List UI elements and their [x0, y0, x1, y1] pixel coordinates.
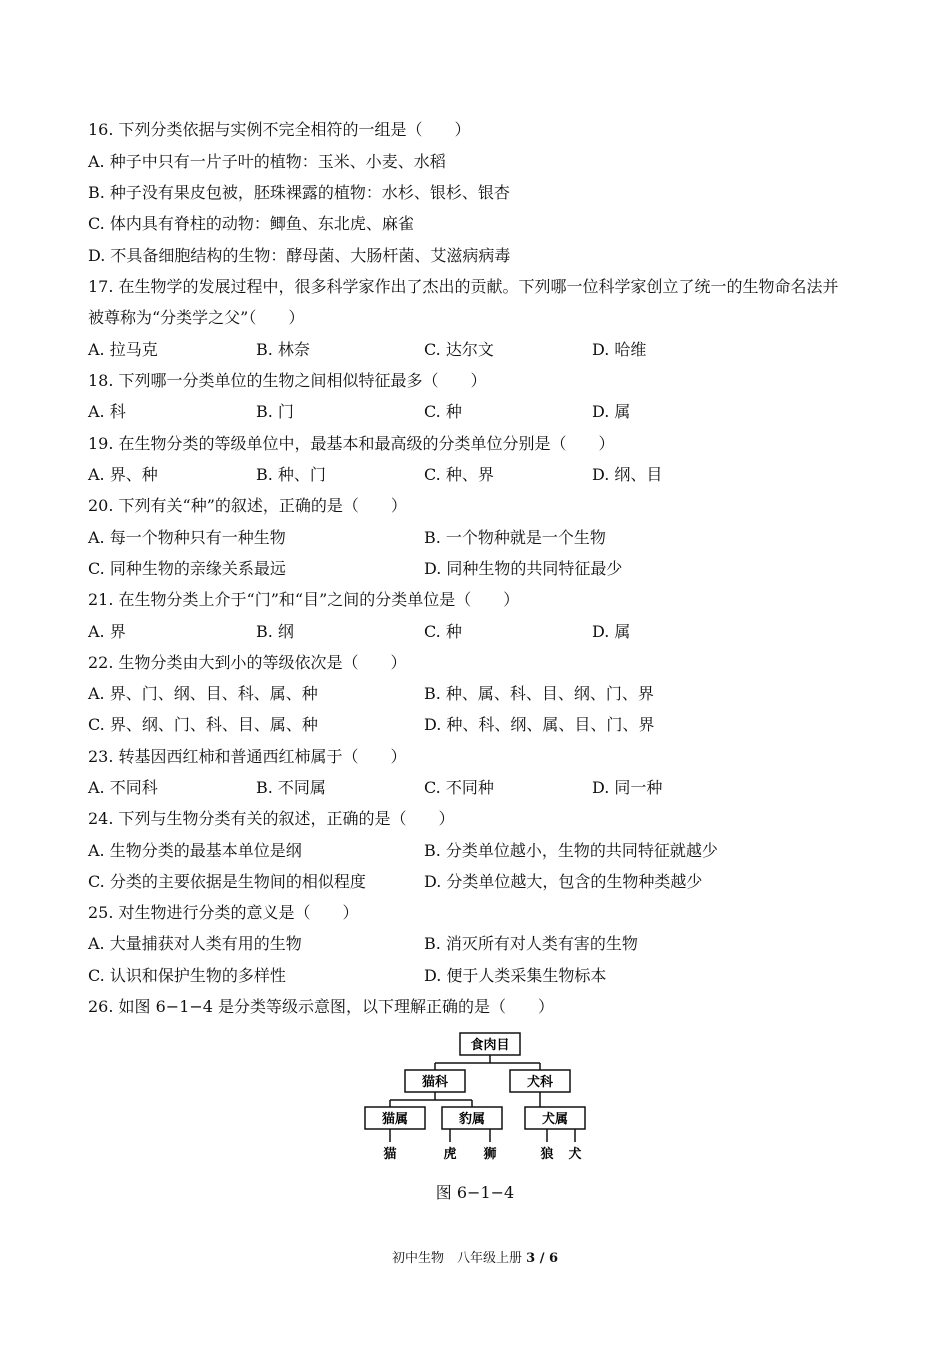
question-25-option-d: D. 便于人类采集生物标本 — [424, 966, 607, 985]
page-number: 3 / 6 — [526, 1251, 559, 1266]
genus-label-panthera: 豹属 — [458, 1112, 486, 1127]
question-17-stem: 17. 在生物学的发展过程中，很多科学家作出了杰出的贡献。下列哪一位科学家创立了统一的生物命名法并 — [88, 277, 839, 296]
question-22-option-d: D. 种、科、纲、属、目、门、界 — [424, 715, 655, 734]
question-24-option-c: C. 分类的主要依据是生物间的相似程度 — [88, 872, 366, 891]
question-22-option-a: A. 界、门、纲、目、科、属、种 — [88, 684, 318, 703]
question-16-option-a: A. 种子中只有一片子叶的植物：玉米、小麦、水稻 — [88, 152, 446, 171]
question-17-stem-continued: 被尊称为“分类学之父”（ ） — [88, 308, 305, 327]
genus-label-canis: 犬属 — [541, 1112, 569, 1127]
question-19-stem: 19. 在生物分类的等级单位中，最基本和最高级的分类单位分别是（ ） — [88, 434, 615, 453]
genus-label-cat: 猫属 — [381, 1112, 409, 1127]
question-21-option-a: A. 界 — [88, 622, 126, 641]
question-18-option-d: D. 属 — [592, 402, 631, 421]
question-21-option-c: C. 种 — [424, 622, 462, 641]
question-23-stem: 23. 转基因西红柿和普通西红柿属于（ ） — [88, 747, 407, 766]
question-18-stem: 18. 下列哪一分类单位的生物之间相似特征最多（ ） — [88, 371, 487, 390]
question-26-stem: 26. 如图 6−1−4 是分类等级示意图，以下理解正确的是（ ） — [88, 997, 555, 1016]
question-25-option-c: C. 认识和保护生物的多样性 — [88, 966, 286, 985]
question-17-option-b: B. 林奈 — [256, 340, 310, 359]
question-24-option-d: D. 分类单位越大，包含的生物种类越少 — [424, 872, 703, 891]
question-24-option-a: A. 生物分类的最基本单位是纲 — [88, 841, 302, 860]
figure-caption: 图 6−1−4 — [435, 1183, 515, 1202]
question-18-option-a: A. 科 — [88, 402, 126, 421]
question-16-stem: 16. 下列分类依据与实例不完全相符的一组是（ ） — [88, 120, 471, 139]
question-23-option-c: C. 不同种 — [424, 778, 494, 797]
question-23-option-a: A. 不同科 — [88, 778, 158, 797]
question-20-option-c: C. 同种生物的亲缘关系最远 — [88, 559, 286, 578]
question-19-option-a: A. 界、种 — [88, 465, 158, 484]
question-17-option-a: A. 拉马克 — [88, 340, 158, 359]
question-16-option-c: C. 体内具有脊柱的动物：鲫鱼、东北虎、麻雀 — [88, 214, 414, 233]
question-18-option-c: C. 种 — [424, 402, 462, 421]
question-16-option-d: D. 不具备细胞结构的生物：酵母菌、大肠杆菌、艾滋病病毒 — [88, 246, 511, 265]
question-18-option-b: B. 门 — [256, 402, 294, 421]
species-label-lion: 狮 — [483, 1147, 497, 1162]
species-label-dog: 犬 — [568, 1147, 582, 1162]
question-21-option-d: D. 属 — [592, 622, 631, 641]
question-25-option-a: A. 大量捕获对人类有用的生物 — [88, 934, 302, 953]
question-22-option-c: C. 界、纲、门、科、目、属、种 — [88, 715, 318, 734]
page-footer — [0, 1247, 950, 1266]
question-23-option-d: D. 同一种 — [592, 778, 663, 797]
classification-diagram — [360, 1030, 590, 1170]
question-17-option-d: D. 哈维 — [592, 340, 647, 359]
question-17-option-c: C. 达尔文 — [424, 340, 494, 359]
question-16-option-b: B. 种子没有果皮包被，胚珠裸露的植物：水杉、银杉、银杏 — [88, 183, 510, 202]
question-21-option-b: B. 纲 — [256, 622, 294, 641]
family-label-dog: 犬科 — [526, 1075, 554, 1090]
question-20-option-b: B. 一个物种就是一个生物 — [424, 528, 606, 547]
question-19-option-d: D. 纲、目 — [592, 465, 663, 484]
question-22-option-b: B. 种、属、科、目、纲、门、界 — [424, 684, 654, 703]
question-21-stem: 21. 在生物分类上介于“门”和“目”之间的分类单位是（ ） — [88, 590, 520, 609]
question-20-stem: 20. 下列有关“种”的叙述，正确的是（ ） — [88, 496, 407, 515]
question-20-option-d: D. 同种生物的共同特征最少 — [424, 559, 623, 578]
footer-title: 初中生物 八年级上册 — [391, 1251, 522, 1266]
question-19-option-b: B. 种、门 — [256, 465, 326, 484]
species-label-cat: 猫 — [383, 1147, 397, 1162]
question-23-option-b: B. 不同属 — [256, 778, 326, 797]
family-label-cat: 猫科 — [421, 1075, 449, 1090]
question-24-stem: 24. 下列与生物分类有关的叙述，正确的是（ ） — [88, 809, 455, 828]
question-24-option-b: B. 分类单位越小，生物的共同特征就越少 — [424, 841, 718, 860]
question-19-option-c: C. 种、界 — [424, 465, 494, 484]
species-label-wolf: 狼 — [540, 1147, 554, 1162]
question-22-stem: 22. 生物分类由大到小的等级依次是（ ） — [88, 653, 407, 672]
order-label: 食肉目 — [470, 1038, 510, 1053]
species-label-tiger: 虎 — [443, 1147, 457, 1162]
question-25-stem: 25. 对生物进行分类的意义是（ ） — [88, 903, 359, 922]
question-20-option-a: A. 每一个物种只有一种生物 — [88, 528, 286, 547]
question-25-option-b: B. 消灭所有对人类有害的生物 — [424, 934, 638, 953]
